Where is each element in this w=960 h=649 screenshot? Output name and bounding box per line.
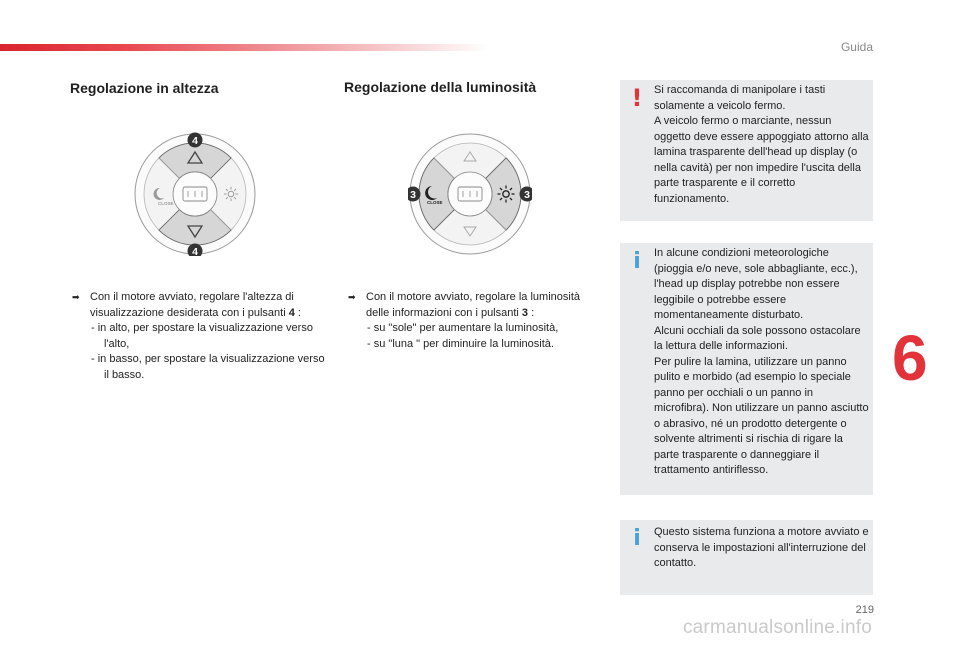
callout-number: 4	[192, 245, 198, 256]
chapter-label: Guida	[840, 40, 873, 54]
brightness-control-diagram	[408, 132, 532, 256]
instruction-lead: ➡ Con il motore avviato, regolare l'altezza di visualizzazione desiderata con i pulsanti 4 :	[72, 291, 301, 319]
header-accent-bar	[0, 44, 490, 51]
watermark: carmanualsonline.info	[682, 617, 872, 638]
list-item: - in alto, per spostare la visualizzazione verso l'alto,	[91, 322, 313, 350]
info-note-system	[620, 520, 873, 595]
list-item: - in basso, per spostare la visualizzazione verso il basso.	[91, 353, 325, 381]
instruction-lead: ➡ Con il motore avviato, regolare la luminosità delle informazioni con i pulsanti 3 :	[348, 291, 580, 319]
note-text: In alcune condizioni meteorologiche (pioggia e/o neve, sole abbagliante, ecc.), l'head up display potrebbe non essere leggibile o potrebbe essere momentaneamente disturbato. Alcuni occhiali da sole possono ostacolare la lettura delle informazioni. Per pulire la lamina, utilizzare un panno pulito e morbido (ad esempio lo speciale panno per occhiali o un panno in microfibra). Non utilizzare un panno asciutto o abrasivo, né un prodotto detergente o solvente altrimenti si rischia di rigare la parte trasparente o danneggiare il trattamento antiriflesso.	[654, 247, 869, 476]
warning-icon: !	[631, 84, 643, 112]
height-instructions	[72, 290, 330, 383]
close-label: CLOSE	[158, 201, 174, 206]
info-icon: i	[633, 249, 641, 274]
list-item: - su "luna " per diminuire la luminosità.	[367, 337, 554, 350]
close-label: CLOSE	[427, 200, 443, 205]
bullet-arrow-icon: ➡	[348, 292, 356, 302]
list-item: - su "sole" per aumentare la luminosità,	[367, 322, 559, 334]
note-text: Si raccomanda di manipolare i tasti solamente a veicolo fermo. A veicolo fermo o marciante, nessun oggetto deve essere appoggiato attorno alla lamina trasparente dell'head up display (o nella cavità) per non impedire l'uscita della parte trasparente e il corretto funzionamento.	[654, 84, 869, 205]
warning-note	[620, 80, 873, 221]
chapter-number: 6	[892, 322, 928, 394]
callout-number: 3	[410, 188, 416, 201]
info-note-conditions	[620, 243, 873, 495]
callout-number: 3	[524, 188, 530, 201]
brightness-instructions	[348, 290, 603, 352]
height-control-diagram	[133, 132, 257, 256]
section-title-brightness: Regolazione della luminosità	[344, 79, 537, 95]
callout-number: 4	[192, 134, 198, 147]
info-icon: i	[633, 526, 641, 551]
bullet-arrow-icon: ➡	[72, 292, 80, 302]
note-text: Questo sistema funziona a motore avviato e conserva le impostazioni all'interruzione del contatto.	[654, 526, 869, 569]
section-title-height: Regolazione in altezza	[70, 80, 219, 96]
page-number: 219	[855, 604, 874, 616]
